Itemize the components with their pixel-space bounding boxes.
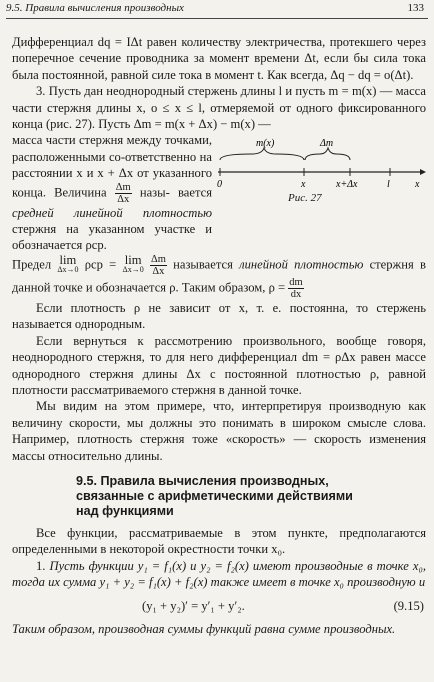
paragraph-3 [12, 254, 426, 300]
p2c-prefix: вается [177, 185, 212, 200]
wrap-block [12, 132, 426, 253]
brace-label-mx: m(x) [256, 138, 275, 150]
conclusion-text: Таким образом, производная суммы функций равна сумме производных. [12, 621, 396, 636]
fraction-dm-dx-2 [150, 254, 167, 277]
running-title: 9.5. Правила вычисления производных [6, 2, 184, 14]
p3-mid: ρср = [84, 257, 117, 272]
section-heading [76, 474, 426, 519]
dfrac-top: dm [289, 276, 303, 288]
limit-1 [57, 253, 79, 275]
p3-a: Предел [12, 257, 52, 272]
p2b-text: масса части стержня между точками, расположенными со-ответственно на расстоянии x и x + Δx от указанного конца. Величина [12, 133, 212, 200]
lim-sub: Δx→0 [57, 265, 79, 275]
rule-1 [12, 558, 426, 591]
paragraph-6: Мы видим на этом примере, что, интерпретируя производную как величину скорости, мы должны это понимать в широком смысле слова. Например, плотность стержня тоже «скорость» — скорость изменения массы относительно длины. [12, 399, 426, 463]
rule-1-text: Пусть функции y₁ = f₁(x) и y₂ = f₂(x) имеют производные в точке x₀, тогда их сумма y₁ + y₂ = f₁(x) + f₂(x) также имеет в точке x₀ производную и [12, 558, 426, 590]
page-body [12, 34, 426, 637]
fraction-dm-dx [115, 182, 132, 205]
formula-number: (9.15) [393, 598, 424, 613]
frac-bottom: Δx [117, 193, 130, 205]
conclusion [12, 621, 426, 637]
paragraph-4: Если плотность ρ не зависит от x, т. е. постоянна, то стержень называется однородным. [12, 300, 426, 332]
brace-label-dm: Δm [320, 138, 334, 150]
limit-2 [122, 253, 144, 275]
frac-top-2: Δm [150, 253, 166, 265]
paragraph-2a: 3. Пусть дан неоднородный стержень длины l и пусть m = m(x) — масса части стержня длины x, o ≤ x ≤ l, отмеряемой от одного фиксированного конца (рис. 27). Пусть Δm = m(x + Δx) − m(x) — [12, 84, 426, 132]
frac-top: Δm [115, 181, 131, 193]
fraction-dm-dx-derivative [288, 277, 303, 300]
formula-body: (y₁ + y₂)′ = y′₁ + y′₂. [142, 598, 245, 613]
formula-9-15 [12, 595, 426, 617]
section-title-line-2: связанные с арифметическими действиями [76, 488, 353, 503]
header-rule [6, 18, 428, 19]
running-header [6, 2, 428, 16]
figure-27 [212, 132, 426, 252]
p2c-rest: стержня на указанном участке и обозначается ρср. [12, 222, 212, 253]
term-average-density: средней линейной плотностью [12, 205, 212, 220]
lim-sub-2: Δx→0 [122, 265, 144, 275]
section-title-line-1: 9.5. Правила вычисления производных, [76, 473, 329, 488]
axis-label-x: x [301, 179, 306, 191]
term-linear-density: линейной плотностью [239, 257, 364, 272]
dfrac-bottom: dx [290, 288, 302, 300]
paragraph-1: Дифференциал dq = IΔt равен количеству электричества, протекшего через поперечное сечение проводника за момент времени Δt, если бы сила тока была постоянной, равной силе тока в момент t. Как всегда, Δq − dq = o(Δt). [12, 35, 426, 82]
page-number: 133 [407, 2, 424, 14]
section-intro: Все функции, рассматриваемые в этом пункте, предполагаются определенными в некоторой окрестности точки x₀. [12, 525, 426, 557]
figure-caption: Рис. 27 [288, 192, 322, 205]
p2b-after: назы- [139, 185, 170, 200]
p3-b: называется [173, 257, 233, 272]
axis-label-0: 0 [217, 179, 222, 191]
section-title-line-3: над функциями [76, 503, 174, 518]
axis-label-l: l [387, 179, 390, 191]
p3-c: стержня в данной точке и обозначается ρ. Таким образом, ρ = [12, 257, 426, 295]
lim-word-2: lim [124, 253, 142, 268]
paragraph-5: Если вернуться к рассмотрению произвольного, вообще говоря, неоднородного стержня, то для него дифференциал dm = ρΔx равен массе однородного стержня длины Δx с постоянной плотностью ρ, равной плотности рассматриваемого стержня в данной точке. [12, 333, 426, 397]
frac-bottom-2: Δx [152, 265, 165, 277]
axis-label-xdx: x+Δx [336, 179, 358, 191]
lim-word: lim [59, 253, 77, 268]
axis-label-axis-x: x [415, 179, 420, 191]
rule-1-number: 1. [36, 558, 46, 573]
